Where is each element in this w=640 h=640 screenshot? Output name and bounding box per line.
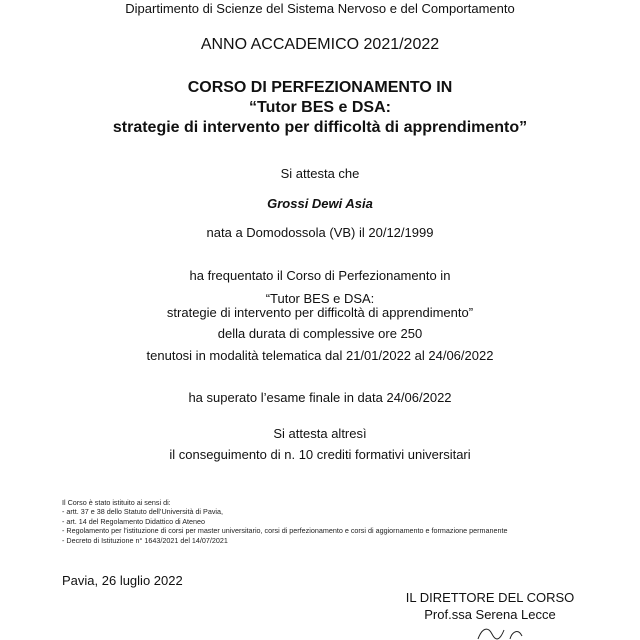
director-name: Prof.ssa Serena Lecce	[424, 607, 556, 622]
academic-year: ANNO ACCADEMICO 2021/2022	[200, 36, 440, 53]
course-title-line-2: “Tutor BES e DSA:	[249, 99, 391, 116]
attended-text: ha frequentato il Corso di Perfezionamento in	[189, 268, 451, 283]
legal-footnote	[62, 498, 507, 545]
also-attest-text: Si attesta altresì	[273, 426, 367, 441]
footnote-line: - Regolamento per l’istituzione di corsi per master universitario, corsi di perfezionamento e corsi di aggiornamento e formazione permanente	[62, 526, 508, 536]
attest-text: Si attesta che	[280, 166, 360, 181]
exam-text: ha superato l’esame finale in data 24/06/2022	[188, 390, 452, 405]
footnote-line: - artt. 37 e 38 dello Statuto dell’Università di Pavia,	[62, 507, 224, 517]
recipient-name: Grossi Dewi Asia	[267, 196, 373, 211]
signature-mark	[474, 622, 534, 640]
footnote-line: - art. 14 del Regolamento Didattico di Ateneo	[62, 516, 206, 526]
course-title	[0, 78, 640, 138]
director-block	[400, 589, 580, 623]
course-title-line-3: strategie di intervento per difficoltà di apprendimento”	[112, 119, 528, 136]
course-title-line-1: CORSO DI PERFEZIONAMENTO IN	[187, 79, 453, 96]
course-name-line-2: strategie di intervento per difficoltà di apprendimento”	[166, 305, 474, 320]
course-duration: della durata di complessive ore 250	[217, 326, 423, 341]
footnote-line: - Decreto di Istituzione n° 1643/2021 del 14/07/2021	[62, 535, 228, 545]
place-and-date: Pavia, 26 luglio 2022	[62, 573, 183, 588]
course-name-line-1: “Tutor BES e DSA:	[265, 291, 375, 306]
director-title: IL DIRETTORE DEL CORSO	[405, 590, 575, 605]
birth-info: nata a Domodossola (VB) il 20/12/1999	[206, 225, 434, 240]
credits-text: il conseguimento di n. 10 crediti formativi universitari	[169, 447, 471, 462]
course-dates: tenutosi in modalità telematica dal 21/01/2022 al 24/06/2022	[146, 348, 494, 363]
department-heading: Dipartimento di Scienze del Sistema Nervoso e del Comportamento	[125, 1, 515, 16]
footnote-line: Il Corso è stato istituito ai sensi di:	[62, 498, 171, 507]
